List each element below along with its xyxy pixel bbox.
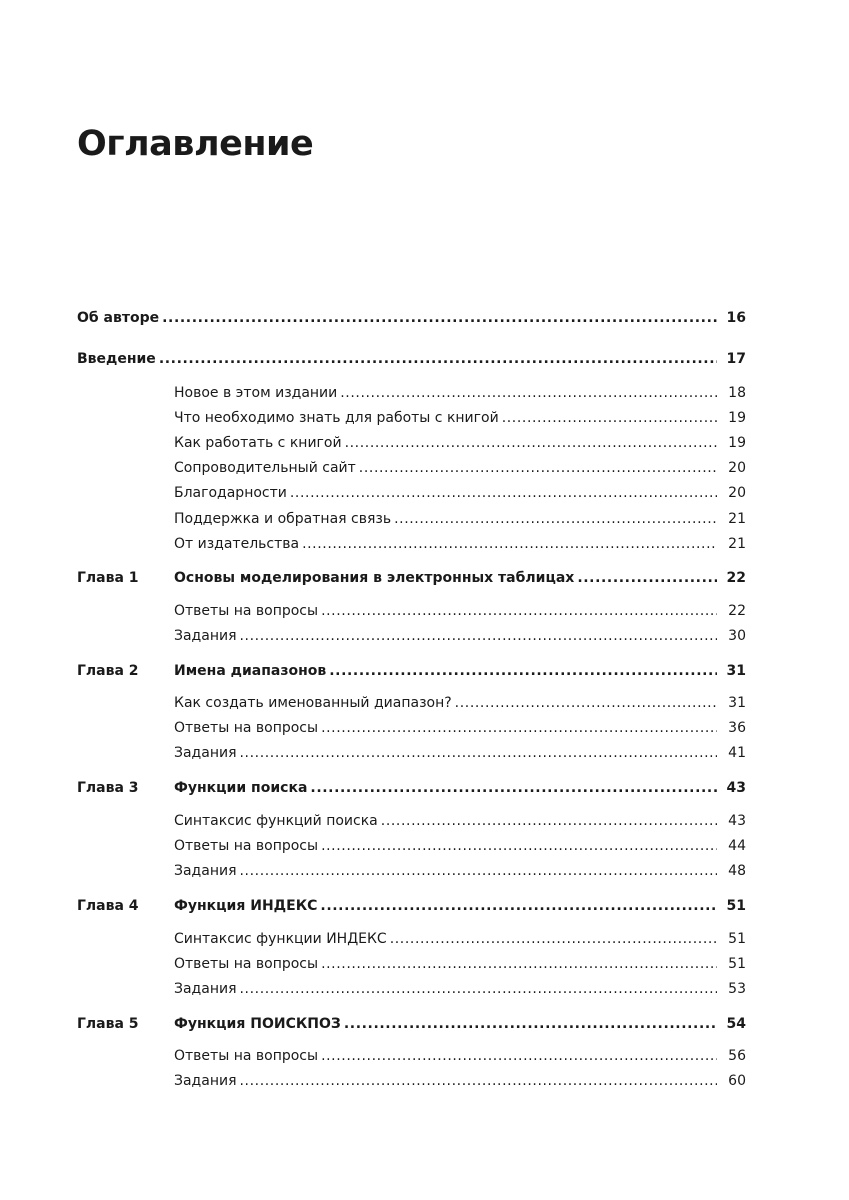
toc-entry-title: Как работать с книгой — [174, 435, 342, 451]
toc-page-number: 31 — [717, 660, 746, 682]
toc-entry — [174, 600, 746, 622]
toc-page-number: 21 — [717, 508, 746, 530]
toc-chapter-label: Глава 5 — [77, 1016, 139, 1032]
toc-entry-title: Основы моделирования в электронных таблицах — [174, 570, 575, 586]
dot-leader — [310, 777, 746, 799]
toc-section-row — [0, 978, 849, 1000]
toc-entry-title: Имена диапазонов — [174, 663, 327, 679]
toc-entry-title: Новое в этом издании — [174, 385, 338, 401]
dot-leader — [240, 978, 747, 1000]
toc-page-number: 30 — [717, 625, 746, 647]
toc-section-row — [0, 717, 849, 739]
page-title: Оглавление — [77, 124, 314, 164]
toc-page-number: 20 — [717, 482, 746, 504]
toc-section-row — [0, 457, 849, 479]
dot-leader — [240, 625, 747, 647]
toc-section-row — [0, 407, 849, 429]
toc-page-number: 20 — [717, 457, 746, 479]
toc-entry-title: Сопроводительный сайт — [174, 460, 356, 476]
dot-leader — [320, 895, 746, 917]
dot-leader — [240, 1070, 747, 1092]
toc-page-number: 21 — [717, 533, 746, 555]
toc-page-number: 48 — [717, 860, 746, 882]
toc-page-number: 53 — [717, 978, 746, 1000]
dot-leader — [344, 1013, 746, 1035]
toc-entry-title: От издательства — [174, 536, 300, 552]
toc-page-number: 54 — [717, 1013, 746, 1035]
toc-entry — [174, 717, 746, 739]
dot-leader — [359, 457, 746, 479]
toc-chapter-label: Глава 4 — [77, 898, 139, 914]
toc-page-number: 41 — [717, 742, 746, 764]
dot-leader — [159, 348, 746, 370]
toc-page-number: 51 — [717, 895, 746, 917]
toc-entry — [174, 482, 746, 504]
toc-entry — [174, 777, 746, 799]
toc-chapter-row — [0, 307, 849, 329]
toc-entry — [174, 978, 746, 1000]
toc-entry-title: Функция ПОИСКПОЗ — [174, 1016, 341, 1032]
toc-chapter-row — [0, 348, 849, 370]
toc-entry-title: Ответы на вопросы — [174, 1048, 319, 1064]
toc-entry-title: Синтаксис функции ИНДЕКС — [174, 931, 387, 947]
toc-page-number: 51 — [717, 953, 746, 975]
toc-section-row — [0, 382, 849, 404]
toc-entry-title: Функция ИНДЕКС — [174, 898, 318, 914]
toc-page-number: 51 — [717, 928, 746, 950]
toc-page-number: 18 — [717, 382, 746, 404]
dot-leader — [345, 432, 746, 454]
toc-chapter-row — [0, 1013, 849, 1035]
toc-chapter-row — [0, 777, 849, 799]
toc-page-number: 43 — [717, 810, 746, 832]
toc-section-row — [0, 1045, 849, 1067]
toc-section-row — [0, 600, 849, 622]
toc-entry — [77, 307, 746, 329]
toc-page-number: 60 — [717, 1070, 746, 1092]
dot-leader — [321, 1045, 746, 1067]
toc-chapter-row — [0, 660, 849, 682]
toc-entry-title: Ответы на вопросы — [174, 838, 319, 854]
toc-entry — [174, 457, 746, 479]
toc-entry-title: Как создать именованный диапазон? — [174, 695, 452, 711]
dot-leader — [162, 307, 746, 329]
dot-leader — [329, 660, 746, 682]
toc-entry — [174, 1045, 746, 1067]
toc-entry-title: Благодарности — [174, 485, 287, 501]
toc-entry — [174, 625, 746, 647]
toc-chapter-label: Глава 1 — [77, 570, 139, 586]
toc-section-row — [0, 432, 849, 454]
toc-section-row — [0, 1070, 849, 1092]
toc-entry — [174, 953, 746, 975]
toc-entry — [174, 660, 746, 682]
dot-leader — [340, 382, 746, 404]
toc-entry-title: Поддержка и обратная связь — [174, 511, 392, 527]
toc-chapter-row — [0, 895, 849, 917]
dot-leader — [240, 860, 747, 882]
toc-entry — [174, 432, 746, 454]
toc-page-number: 43 — [717, 777, 746, 799]
toc-entry — [174, 860, 746, 882]
toc-section-row — [0, 953, 849, 975]
toc-entry — [174, 835, 746, 857]
dot-leader — [455, 692, 746, 714]
dot-leader — [302, 533, 746, 555]
toc-section-row — [0, 742, 849, 764]
toc-page-number: 19 — [717, 432, 746, 454]
dot-leader — [321, 835, 746, 857]
toc-section-row — [0, 860, 849, 882]
toc-page-number: 56 — [717, 1045, 746, 1067]
toc-section-row — [0, 835, 849, 857]
dot-leader — [290, 482, 746, 504]
toc-page-number: 31 — [717, 692, 746, 714]
dot-leader — [381, 810, 746, 832]
toc-section-row — [0, 810, 849, 832]
toc-section-row — [0, 625, 849, 647]
toc-chapter-label: Глава 2 — [77, 663, 139, 679]
toc-section-row — [0, 508, 849, 530]
toc-entry-title: Функции поиска — [174, 780, 308, 796]
toc-entry-title: Ответы на вопросы — [174, 603, 319, 619]
dot-leader — [240, 742, 747, 764]
toc-page-number: 22 — [717, 600, 746, 622]
toc-entry — [174, 895, 746, 917]
toc-page-number: 22 — [717, 567, 746, 589]
toc-chapter-row — [0, 567, 849, 589]
toc-chapter-label: Глава 3 — [77, 780, 139, 796]
toc-entry — [174, 533, 746, 555]
toc-entry-title: Что необходимо знать для работы с книгой — [174, 410, 499, 426]
toc-entry-title: Об авторе — [77, 310, 160, 326]
toc-entry-title: Задания — [174, 1073, 237, 1089]
toc-entry — [174, 928, 746, 950]
toc-entry-title: Задания — [174, 745, 237, 761]
toc-entry — [174, 810, 746, 832]
toc-entry-title: Синтаксис функций поиска — [174, 813, 378, 829]
toc-page-number: 17 — [717, 348, 746, 370]
dot-leader — [502, 407, 746, 429]
toc-entry — [174, 407, 746, 429]
toc-entry — [77, 348, 746, 370]
toc-entry-title: Задания — [174, 628, 237, 644]
dot-leader — [321, 953, 746, 975]
toc-entry — [174, 567, 746, 589]
dot-leader — [321, 717, 746, 739]
toc-section-row — [0, 928, 849, 950]
toc-entry — [174, 742, 746, 764]
toc-entry — [174, 382, 746, 404]
toc-section-row — [0, 692, 849, 714]
toc-page-number: 36 — [717, 717, 746, 739]
toc-entry — [174, 508, 746, 530]
toc-entry-title: Ответы на вопросы — [174, 956, 319, 972]
dot-leader — [321, 600, 746, 622]
toc-entry — [174, 1013, 746, 1035]
toc-page-number: 44 — [717, 835, 746, 857]
toc-page-number: 16 — [717, 307, 746, 329]
toc-entry — [174, 1070, 746, 1092]
toc-entry — [174, 692, 746, 714]
toc-entry-title: Задания — [174, 863, 237, 879]
dot-leader — [390, 928, 746, 950]
toc-entry-title: Введение — [77, 351, 156, 367]
toc-entry-title: Задания — [174, 981, 237, 997]
toc-entry-title: Ответы на вопросы — [174, 720, 319, 736]
toc-page-number: 19 — [717, 407, 746, 429]
toc-section-row — [0, 482, 849, 504]
dot-leader — [394, 508, 746, 530]
toc-section-row — [0, 533, 849, 555]
